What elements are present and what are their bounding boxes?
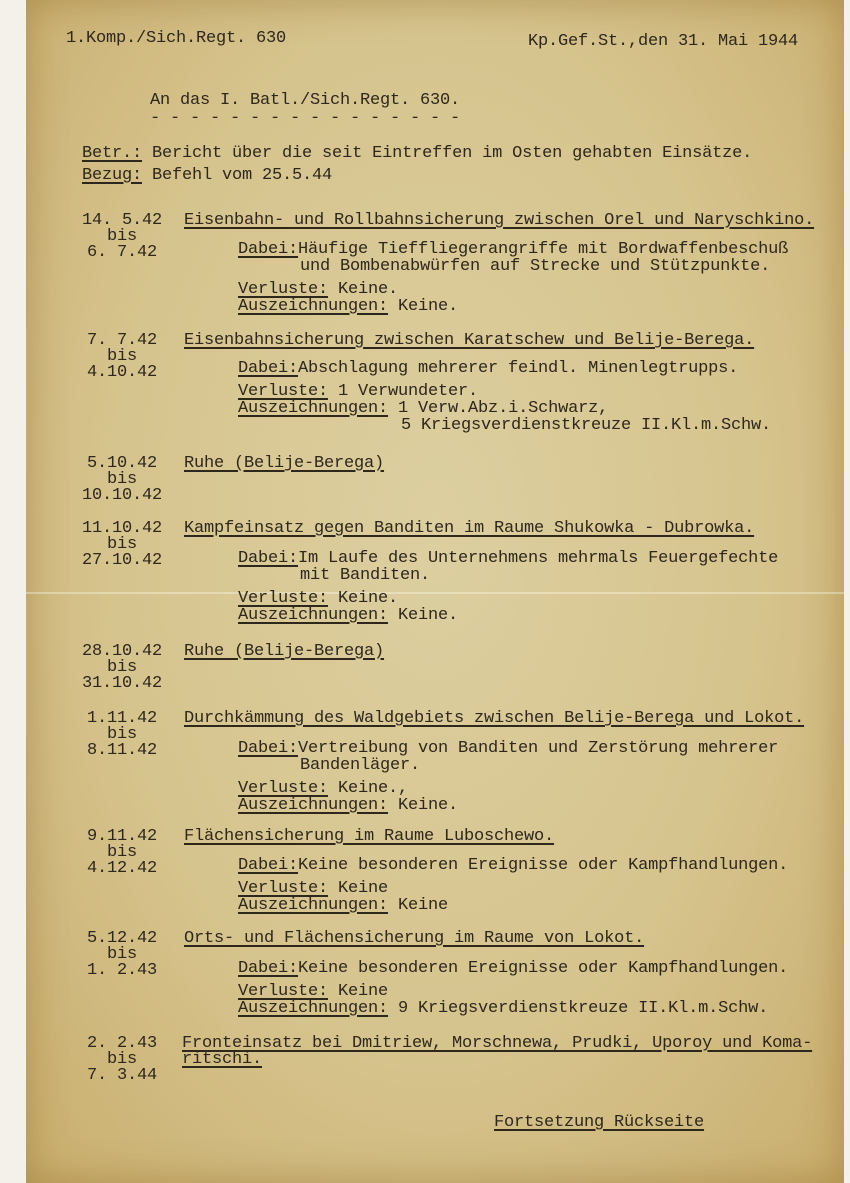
losses-value: Keine.	[338, 280, 399, 299]
date-to: 7. 3.44	[86, 1066, 157, 1085]
subject-text: Bericht über die seit Eintreffen im Osten gehabten Einsätze.	[152, 144, 753, 163]
date-from: 28.10.42	[81, 642, 162, 661]
entry-title: Fronteinsatz bei Dmitriew, Morschnewa, Prudki, Uporoy und Koma-	[182, 1034, 813, 1053]
dabei-text: Häufige Tieffliegerangriffe mit Bordwaffenbeschuß	[298, 240, 789, 259]
dabei-label: Dabei:	[238, 240, 299, 259]
date-bis: bis	[106, 1050, 137, 1069]
losses-label: Verluste:	[238, 879, 329, 898]
dabei-text: Keine besonderen Ereignisse oder Kampfhandlungen.	[298, 959, 789, 978]
reference-text: Befehl vom 25.5.44	[152, 166, 333, 185]
place-date: Kp.Gef.St.,den 31. Mai 1944	[528, 32, 799, 51]
losses-label: Verluste:	[238, 779, 329, 798]
dabei-continuation: mit Banditen.	[300, 566, 431, 585]
losses-value: Keine	[338, 879, 389, 898]
dabei-label: Dabei:	[238, 549, 299, 568]
fold-line	[26, 592, 844, 594]
awards-label: Auszeichnungen:	[238, 297, 389, 316]
entry-title: Ruhe (Belije-Berega)	[184, 642, 385, 661]
date-to: 1. 2.43	[86, 961, 157, 980]
date-bis: bis	[106, 945, 137, 964]
entry-title: Eisenbahnsicherung zwischen Karatschew und Belije-Berega.	[184, 331, 755, 350]
awards-line	[238, 1000, 768, 1018]
dabei-label: Dabei:	[238, 856, 299, 875]
losses-label: Verluste:	[238, 982, 329, 1001]
date-from: 2. 2.43	[86, 1034, 157, 1053]
dabei-text: Abschlagung mehrerer feindl. Minenlegtrupps.	[298, 359, 739, 378]
addressee: An das I. Batl./Sich.Regt. 630.	[150, 91, 461, 110]
dabei-text: Keine besonderen Ereignisse oder Kampfhandlungen.	[298, 856, 789, 875]
losses-label: Verluste:	[238, 280, 329, 299]
date-bis: bis	[106, 535, 137, 554]
awards-line	[238, 298, 458, 316]
awards-value: Keine.	[398, 297, 459, 316]
awards-value: Keine.	[398, 606, 459, 625]
losses-label: Verluste:	[238, 589, 329, 608]
dabei-continuation: und Bombenabwürfen auf Strecke und Stützpunkte.	[300, 257, 771, 276]
awards-label: Auszeichnungen:	[238, 606, 389, 625]
losses-value: Keine.,	[338, 779, 409, 798]
losses-value: Keine	[338, 982, 389, 1001]
date-to: 4.12.42	[86, 859, 157, 878]
entry-title: Ruhe (Belije-Berega)	[184, 454, 385, 473]
date-bis: bis	[106, 843, 137, 862]
awards-line	[238, 897, 448, 915]
entry-title: Orts- und Flächensicherung im Raume von Lokot.	[184, 929, 645, 948]
awards-line	[238, 797, 458, 815]
dabei-label: Dabei:	[238, 959, 299, 978]
date-from: 11.10.42	[81, 519, 162, 538]
dabei-label: Dabei:	[238, 359, 299, 378]
entry-title: Eisenbahn- und Rollbahnsicherung zwischen Orel und Naryschkino.	[184, 211, 815, 230]
details-line	[238, 857, 788, 875]
awards-value: 9 Kriegsverdienstkreuze II.Kl.m.Schw.	[398, 999, 769, 1018]
awards-value: 1 Verw.Abz.i.Schwarz,	[398, 399, 609, 418]
awards-line	[238, 607, 458, 625]
awards-value: Keine.	[398, 796, 459, 815]
entry-title: Durchkämmung des Waldgebiets zwischen Belije-Berega und Lokot.	[184, 709, 805, 728]
date-from: 5.12.42	[86, 929, 157, 948]
losses-value: 1 Verwundeter.	[338, 382, 479, 401]
date-to: 31.10.42	[81, 674, 162, 693]
awards-label: Auszeichnungen:	[238, 999, 389, 1018]
date-from: 5.10.42	[86, 454, 157, 473]
sender: 1.Komp./Sich.Regt. 630	[66, 29, 287, 48]
entry-title: Kampfeinsatz gegen Banditen im Raume Shukowka - Dubrowka.	[184, 519, 755, 538]
continuation-note: Fortsetzung Rückseite	[494, 1113, 705, 1132]
date-bis: bis	[106, 658, 137, 677]
dabei-text: Im Laufe des Unternehmens mehrmals Feuergefechte	[298, 549, 779, 568]
awards-label: Auszeichnungen:	[238, 796, 389, 815]
dabei-label: Dabei:	[238, 739, 299, 758]
date-from: 9.11.42	[86, 827, 157, 846]
date-from: 7. 7.42	[86, 331, 157, 350]
date-bis: bis	[106, 347, 137, 366]
losses-value: Keine.	[338, 589, 399, 608]
date-bis: bis	[106, 725, 137, 744]
date-to: 6. 7.42	[86, 243, 157, 262]
awards-label: Auszeichnungen:	[238, 896, 389, 915]
date-bis: bis	[106, 470, 137, 489]
awards-label: Auszeichnungen:	[238, 399, 389, 418]
date-to: 10.10.42	[81, 486, 162, 505]
date-to: 8.11.42	[86, 741, 157, 760]
entry-title: ritschi.	[182, 1050, 263, 1069]
dabei-continuation: Bandenläger.	[300, 756, 421, 775]
entry-title: Flächensicherung im Raume Luboschewo.	[184, 827, 555, 846]
losses-label: Verluste:	[238, 382, 329, 401]
details-line	[238, 960, 788, 978]
date-from: 1.11.42	[86, 709, 157, 728]
subject-label: Betr.: Bericht über die seit Eintreffen im Osten gehabten Einsätze.	[82, 144, 753, 163]
reference-label: Bezug: Befehl vom 25.5.44	[82, 166, 333, 185]
addressee-rule: - - - - - - - - - - - - - - - -	[150, 109, 461, 128]
awards-value: Keine	[398, 896, 449, 915]
date-bis: bis	[106, 227, 137, 246]
details-line	[238, 360, 738, 378]
date-to: 4.10.42	[86, 363, 157, 382]
awards-continuation: 5 Kriegsverdienstkreuze II.Kl.m.Schw.	[401, 416, 772, 435]
date-to: 27.10.42	[81, 551, 162, 570]
date-from: 14. 5.42	[81, 211, 162, 230]
dabei-text: Vertreibung von Banditen und Zerstörung mehrerer	[298, 739, 779, 758]
